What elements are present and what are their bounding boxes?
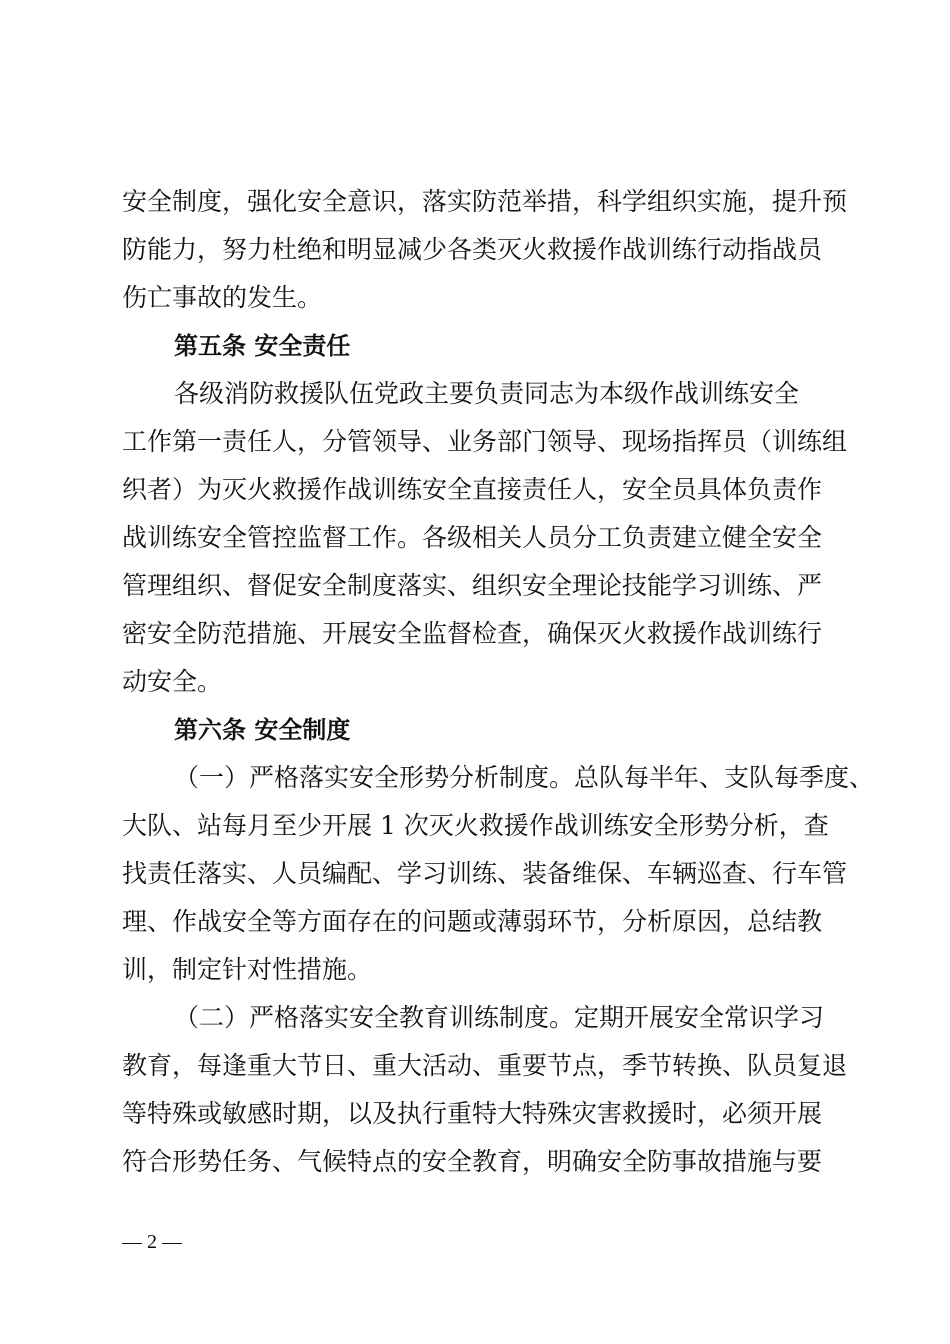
paragraph-line: 战训练安全管控监督工作。各级相关人员分工负责建立健全安全 <box>122 523 823 552</box>
paragraph-line: 伤亡事故的发生。 <box>122 283 323 312</box>
paragraph-line: 各级消防救援队伍党政主要负责同志为本级作战训练安全 <box>174 379 800 408</box>
paragraph-line: （二）严格落实安全教育训练制度。定期开展安全常识学习 <box>174 1003 825 1032</box>
paragraph-line: 密安全防范措施、开展安全监督检查，确保灭火救援作战训练行 <box>122 619 823 648</box>
article-heading: 第六条 安全制度 <box>174 716 351 744</box>
paragraph-line: 符合形势任务、气候特点的安全教育，明确安全防事故措施与要 <box>122 1147 823 1176</box>
paragraph-line: 训，制定针对性措施。 <box>122 955 373 984</box>
paragraph-line: （一）严格落实安全形势分析制度。总队每半年、支队每季度、 <box>174 763 875 792</box>
paragraph-line: 织者）为灭火救援作战训练安全直接责任人，安全员具体负责作 <box>122 475 823 504</box>
paragraph-line: 等特殊或敏感时期，以及执行重特大特殊灾害救援时，必须开展 <box>122 1099 823 1128</box>
paragraph-line: 动安全。 <box>122 667 223 696</box>
paragraph-line: 教育，每逢重大节日、重大活动、重要节点，季节转换、队员复退 <box>122 1051 848 1080</box>
paragraph-line: 工作第一责任人，分管领导、业务部门领导、现场指挥员（训练组 <box>122 427 848 456</box>
article-heading: 第五条 安全责任 <box>174 332 351 360</box>
paragraph-line: 防能力，努力杜绝和明显减少各类灭火救援作战训练行动指战员 <box>122 235 823 264</box>
paragraph-line: 大队、站每月至少开展 1 次灭火救援作战训练安全形势分析，查 <box>122 811 829 840</box>
page-number: — 2 — <box>122 1231 182 1253</box>
paragraph-line: 找责任落实、人员编配、学习训练、装备维保、车辆巡查、行车管 <box>122 859 848 888</box>
paragraph-line: 管理组织、督促安全制度落实、组织安全理论技能学习训练、严 <box>122 571 823 600</box>
paragraph-line: 安全制度，强化安全意识，落实防范举措，科学组织实施，提升预 <box>122 187 848 216</box>
paragraph-line: 理、作战安全等方面存在的问题或薄弱环节，分析原因，总结教 <box>122 907 823 936</box>
